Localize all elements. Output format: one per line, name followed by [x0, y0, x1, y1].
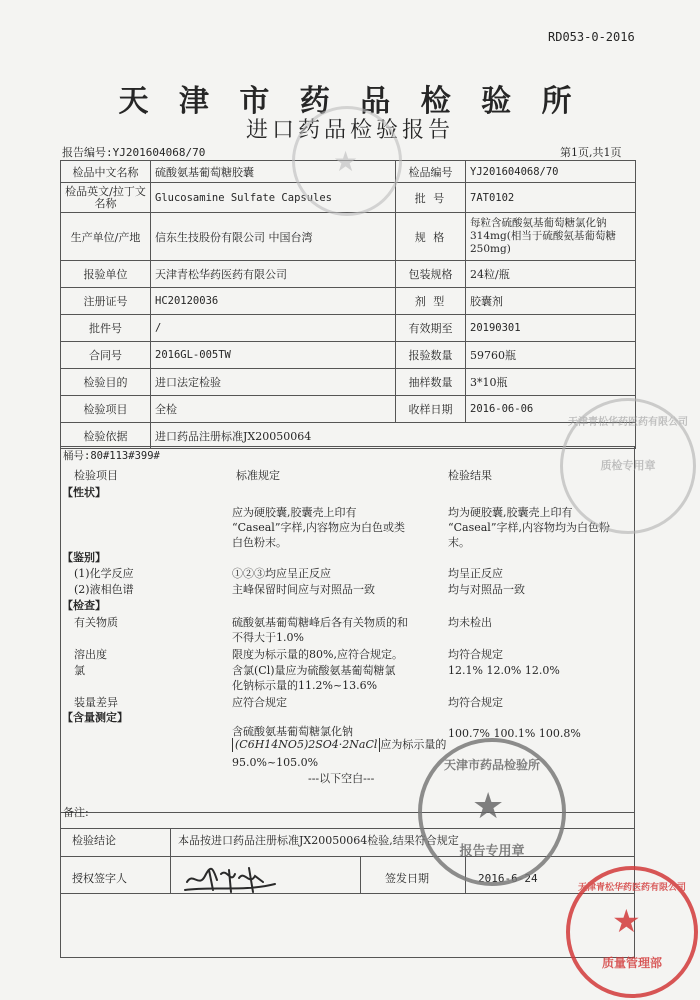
- en-name-label: 检品英文/拉丁文名称: [61, 183, 151, 213]
- dissolution-result: 均符合规定: [448, 648, 503, 661]
- conclusion-value: 本品按进口药品注册标准JX20050064检验,结果符合规定: [178, 834, 459, 847]
- manufacturer-label: 生产单位/产地: [61, 213, 151, 261]
- col-item-header: 检验项目: [74, 469, 118, 482]
- chlorine-standard-1: 含氯(Cl)量应为硫酸氨基葡萄糖氯: [232, 664, 396, 677]
- applicant-value: 天津青松华药医药有限公司: [151, 261, 396, 288]
- appearance-heading: 【性状】: [62, 486, 106, 499]
- fill-item: 装量差异: [74, 696, 118, 709]
- star-icon: ★: [472, 786, 505, 827]
- dissolution-standard: 限度为标示量的80%,应符合规定。: [232, 648, 403, 661]
- blank-below: ---以下空白---: [308, 772, 375, 785]
- stamp-bottom-text: 报告专用章: [459, 844, 525, 859]
- company-stamp-faint: [560, 398, 696, 534]
- stamp-top-text: 天津市药品检验所: [443, 758, 540, 772]
- assay-standard-1: 含硫酸氨基葡萄糖氯化钠: [232, 725, 353, 738]
- remarks-label: 备注:: [63, 806, 89, 819]
- approval-no-value: /: [151, 315, 396, 342]
- chlorine-standard-2: 化钠标示量的11.2%~13.6%: [232, 679, 378, 692]
- form-code: RD053-0-2016: [548, 30, 635, 44]
- expiry-label: 有效期至: [396, 315, 466, 342]
- related-standard-1: 硫酸氨基葡萄糖峰后各有关物质的和: [232, 616, 408, 629]
- contract-value: 2016GL-005TW: [151, 342, 396, 369]
- star-icon: ★: [612, 902, 641, 940]
- purpose-value: 进口法定检验: [151, 369, 396, 396]
- quantity-value: 59760瓶: [466, 342, 636, 369]
- received-value: 2016-06-06: [466, 396, 636, 423]
- page-number: 第1页,共1页: [560, 146, 622, 159]
- chem-standard: ①②③均应呈正反应: [232, 567, 331, 580]
- company-stamp-band: 质量管理部: [601, 956, 662, 970]
- company-stamp: [566, 866, 698, 998]
- items-value: 全检: [151, 396, 396, 423]
- items-label: 检验项目: [61, 396, 151, 423]
- purpose-label: 检验目的: [61, 369, 151, 396]
- appearance-result-1: 均为硬胶囊,胶囊壳上印有: [448, 506, 573, 519]
- assay-result: 100.7% 100.1% 100.8%: [448, 727, 581, 740]
- assay-standard-3: 95.0%~105.0%: [232, 756, 319, 769]
- tests-heading: 【检查】: [62, 599, 106, 612]
- reg-no-value: HC20120036: [151, 288, 396, 315]
- assay-formula: (C6H14NO5)2SO4·2NaCl: [232, 738, 380, 752]
- basis-label: 检验依据: [61, 423, 151, 449]
- related-result: 均未检出: [448, 616, 492, 629]
- related-standard-2: 不得大于1.0%: [232, 631, 304, 644]
- appearance-result-2: “Caseal”字样,内容物均为白色粉: [448, 521, 610, 534]
- dissolution-item: 溶出度: [74, 648, 107, 661]
- org-name: 天 津 市 药 品 检 验 所: [118, 84, 582, 119]
- institute-stamp-faint: [292, 106, 402, 216]
- chem-item: (1)化学反应: [74, 567, 134, 580]
- sampling-label: 抽样数量: [396, 369, 466, 396]
- institute-stamp: [418, 738, 566, 886]
- related-item: 有关物质: [74, 616, 118, 629]
- sampling-value: 3*10瓶: [466, 369, 636, 396]
- issue-date-label: 签发日期: [385, 872, 429, 885]
- col-standard-header: 标准规定: [236, 469, 280, 482]
- appearance-result-3: 末。: [448, 536, 470, 549]
- company-stamp-faint-band: 质检专用章: [600, 459, 656, 472]
- received-label: 收样日期: [396, 396, 466, 423]
- hplc-standard: 主峰保留时间应与对照品一致: [232, 583, 375, 596]
- chlorine-result: 12.1% 12.0% 12.0%: [448, 664, 560, 677]
- reg-no-label: 注册证号: [61, 288, 151, 315]
- assay-standard-2: 应为标示量的: [380, 738, 447, 751]
- batch-label: 批 号: [396, 183, 466, 213]
- cn-name-value: 硫酸氨基葡萄糖胶囊: [151, 161, 396, 183]
- appearance-standard-1: 应为硬胶囊,胶囊壳上印有: [232, 506, 357, 519]
- package-label: 包装规格: [396, 261, 466, 288]
- approval-no-label: 批件号: [61, 315, 151, 342]
- conclusion-label: 检验结论: [72, 834, 116, 847]
- hplc-result: 均与对照品一致: [448, 583, 525, 596]
- contract-label: 合同号: [61, 342, 151, 369]
- spec-label: 规 格: [396, 213, 466, 261]
- star-icon: ★: [333, 145, 359, 178]
- company-stamp-faint-text: 天津青松华药医药有限公司: [568, 417, 688, 428]
- handwritten-signature: [183, 862, 283, 896]
- expiry-value: 20190301: [466, 315, 636, 342]
- bucket-no: 桶号:80#113#399#: [63, 450, 160, 462]
- basis-value: 进口药品注册标准JX20050064: [151, 423, 636, 449]
- appearance-standard-2: “Caseal”字样,内容物应为白色或类: [232, 521, 405, 534]
- batch-value: 7AT0102: [466, 183, 636, 213]
- sample-no-value: YJ201604068/70: [466, 161, 636, 183]
- en-name-value: Glucosamine Sulfate Capsules: [151, 183, 396, 213]
- chem-result: 均呈正反应: [448, 567, 503, 580]
- report-number: 报告编号:YJ201604068/70: [62, 146, 206, 159]
- identification-heading: 【鉴别】: [62, 551, 106, 564]
- fill-standard: 应符合规定: [232, 696, 287, 709]
- package-value: 24粒/瓶: [466, 261, 636, 288]
- hplc-item: (2)液相色谱: [74, 583, 134, 596]
- dosage-form-value: 胶囊剂: [466, 288, 636, 315]
- applicant-label: 报验单位: [61, 261, 151, 288]
- fill-result: 均符合规定: [448, 696, 503, 709]
- company-stamp-text: 天津青松华药医药有限公司: [577, 883, 686, 893]
- assay-formula-line: [232, 738, 446, 752]
- signatory-label: 授权签字人: [72, 872, 127, 885]
- doc-title: 进口药品检验报告: [245, 118, 454, 143]
- quantity-label: 报验数量: [396, 342, 466, 369]
- dosage-form-label: 剂 型: [396, 288, 466, 315]
- col-result-header: 检验结果: [448, 469, 492, 482]
- spec-value: 每粒含硫酸氨基葡萄糖氯化钠314mg(相当于硫酸氨基葡萄糖250mg): [466, 213, 636, 261]
- manufacturer-value: 信东生技股份有限公司 中国台湾: [151, 213, 396, 261]
- sample-no-label: 检品编号: [396, 161, 466, 183]
- chlorine-item: 氯: [74, 664, 85, 677]
- cn-name-label: 检品中文名称: [61, 161, 151, 183]
- issue-date-value: 2016-6-24: [478, 872, 538, 885]
- appearance-standard-3: 白色粉末。: [232, 536, 287, 549]
- assay-heading: 【含量测定】: [62, 711, 128, 724]
